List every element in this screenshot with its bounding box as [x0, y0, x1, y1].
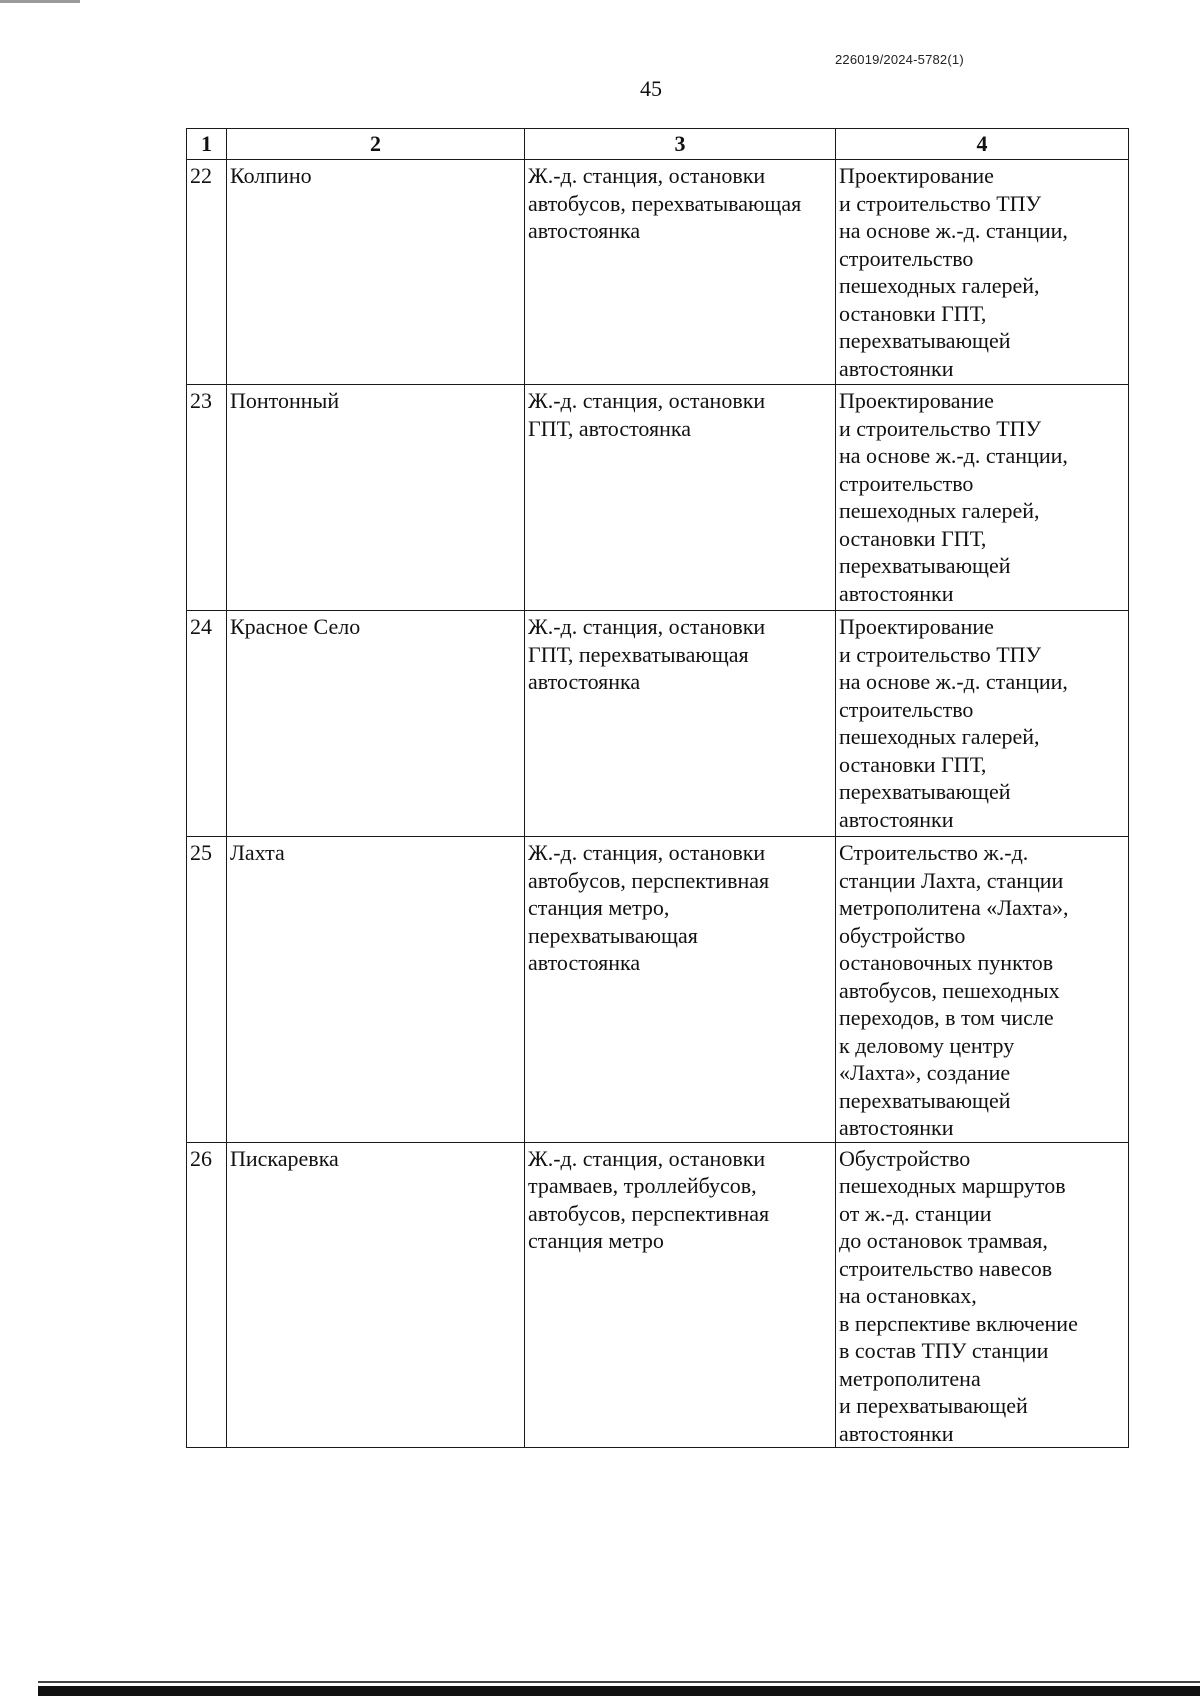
- row-number: 24: [187, 611, 227, 837]
- hub-measures-text: Строительство ж.-д. станции Лахта, станции метрополитена «Лахта», обустройство остановочных пунктов автобусов, пешеходных переходов, в том числе к деловому центру «Лахта», создание перехватывающей автостоянки: [839, 840, 1069, 1140]
- hub-name: Красное Село: [227, 611, 525, 837]
- scan-edge-thick-line: [38, 1686, 1200, 1696]
- row-number: 26: [187, 1142, 227, 1448]
- hub-description-text: Ж.-д. станция, остановки автобусов, перспективная станция метро, перехватывающая автостоянка: [528, 840, 770, 975]
- table-row: [187, 837, 1129, 1143]
- hub-measures-text: Проектирование и строительство ТПУ на основе ж.-д. станции, строительство пешеходных галерей, остановки ГПТ, перехватывающей автостоянки: [839, 388, 1068, 606]
- hub-description: [525, 1142, 836, 1448]
- hub-description: [525, 837, 836, 1143]
- table-row: [187, 385, 1129, 611]
- hub-description: [525, 160, 836, 385]
- hub-description-text: Ж.-д. станция, остановки трамваев, троллейбусов, автобусов, перспективная станция метро: [528, 1145, 770, 1253]
- table-row: [187, 1142, 1129, 1448]
- row-number: 23: [187, 385, 227, 611]
- hub-description-text: Ж.-д. станция, остановки автобусов, перехватывающая автостоянка: [528, 163, 802, 243]
- hub-name: Понтонный: [227, 385, 525, 611]
- hub-name: Пискаревка: [227, 1142, 525, 1448]
- table-row: [187, 160, 1129, 385]
- column-header-3: 3: [525, 129, 836, 160]
- transport-hubs-table: [186, 128, 1129, 1448]
- table-row: [187, 611, 1129, 837]
- column-header-2: 2: [227, 129, 525, 160]
- hub-measures: [836, 1142, 1129, 1448]
- hub-measures: [836, 160, 1129, 385]
- hub-measures-text: Проектирование и строительство ТПУ на основе ж.-д. станции, строительство пешеходных галерей, остановки ГПТ, перехватывающей автостоянки: [839, 614, 1068, 832]
- row-number: 25: [187, 837, 227, 1143]
- table-header-row: [187, 129, 1129, 160]
- hub-measures: [836, 837, 1129, 1143]
- page-number: 45: [640, 76, 662, 101]
- hub-description-text: Ж.-д. станция, остановки ГПТ, перехватывающая автостоянка: [528, 614, 766, 694]
- hub-description: [525, 385, 836, 611]
- scan-corner-mark: [0, 0, 80, 3]
- column-header-1: 1: [187, 129, 227, 160]
- hub-measures: [836, 611, 1129, 837]
- hub-description-text: Ж.-д. станция, остановки ГПТ, автостоянка: [528, 388, 766, 441]
- hub-name: Лахта: [227, 837, 525, 1143]
- hub-measures-text: Обустройство пешеходных маршрутов от ж.-д. станции до остановок трамвая, строительство навесов на остановках, в перспективе включение в состав ТПУ станции метрополитена и перехватывающей автостоянки: [839, 1145, 1078, 1446]
- scan-edge-thin-line: [38, 1681, 1200, 1683]
- hub-measures-text: Проектирование и строительство ТПУ на основе ж.-д. станции, строительство пешеходных галерей, остановки ГПТ, перехватывающей автостоянки: [839, 163, 1068, 381]
- hub-name: Колпино: [227, 160, 525, 385]
- document-reference-number: 226019/2024-5782(1): [835, 52, 964, 67]
- hub-description: [525, 611, 836, 837]
- row-number: 22: [187, 160, 227, 385]
- column-header-4: 4: [836, 129, 1129, 160]
- hub-measures: [836, 385, 1129, 611]
